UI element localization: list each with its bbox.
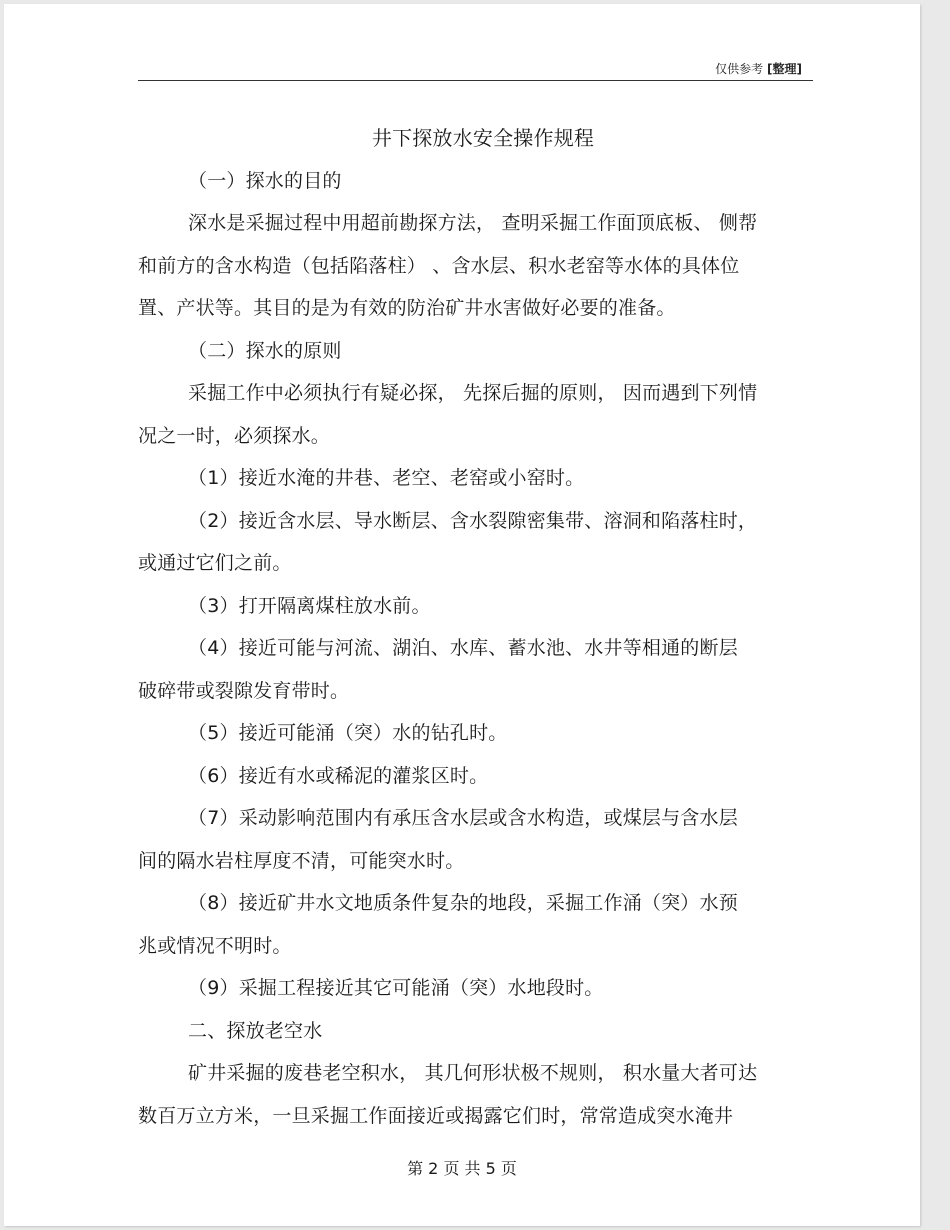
list-item: （2）接近含水层、导水断层、含水裂隙密集带、溶洞和陷落柱时， [188,509,758,532]
list-item: （9）采掘工程接近其它可能涌（突）水地段时。 [188,977,604,999]
list-item: （5）接近可能涌（突）水的钻孔时。 [188,722,508,744]
section-heading: 二、探放老空水 [188,1019,323,1042]
paragraph-line: 况之一时，必须探水。 [138,424,331,447]
header-note [715,60,802,77]
section-heading: （一）探水的目的 [188,169,342,192]
paragraph-line: 矿井采掘的废巷老空积水， 其几何形状极不规则， 积水量大者可达 [188,1062,758,1084]
paragraph-line: 深水是采掘过程中用超前勘探方法， 查明采掘工作面顶底板、 侧帮 [188,212,758,234]
list-item-continuation: 破碎带或裂隙发育带时。 [138,679,350,702]
paragraph-line: 置、产状等。其目的是为有效的防治矿井水害做好必要的准备。 [138,297,676,319]
list-item: （1）接近水淹的井巷、老空、老窑或小窑时。 [188,467,585,489]
list-item: （6）接近有水或稀泥的灌浆区时。 [188,764,489,787]
paragraph-line: 数百万立方米，一旦采掘工作面接近或揭露它们时，常常造成突水淹井 [138,1104,734,1127]
list-item-continuation: 兆或情况不明时。 [138,934,292,957]
document-page [4,4,920,1226]
list-item-continuation: 或通过它们之前。 [138,552,292,574]
header-rule [138,80,813,81]
document-body [138,117,818,1137]
header-prefix: 仅供参考 [715,62,764,76]
page-number: 第 2 页 共 5 页 [407,1159,517,1178]
paragraph-line: 和前方的含水构造（包括陷落柱） 、含水层、积水老窑等水体的具体位 [138,254,740,277]
list-item: （7）采动影响范围内有承压含水层或含水构造，或煤层与含水层 [188,807,738,829]
document-title: 井下探放水安全操作规程 [371,126,595,150]
list-item: （8）接近矿井水文地质条件复杂的地段，采掘工作涌（突）水预 [188,892,738,914]
header-tag: [整理] [767,62,802,76]
paragraph-line: 采掘工作中必须执行有疑必探， 先探后掘的原则， 因而遇到下列情 [188,382,758,404]
list-item: （3）打开隔离煤柱放水前。 [188,594,431,617]
section-heading: （二）探水的原则 [188,339,342,362]
list-item-continuation: 间的隔水岩柱厚度不清，可能突水时。 [138,849,465,872]
list-item: （4）接近可能与河流、湖泊、水库、蓄水池、水井等相通的断层 [188,637,738,659]
